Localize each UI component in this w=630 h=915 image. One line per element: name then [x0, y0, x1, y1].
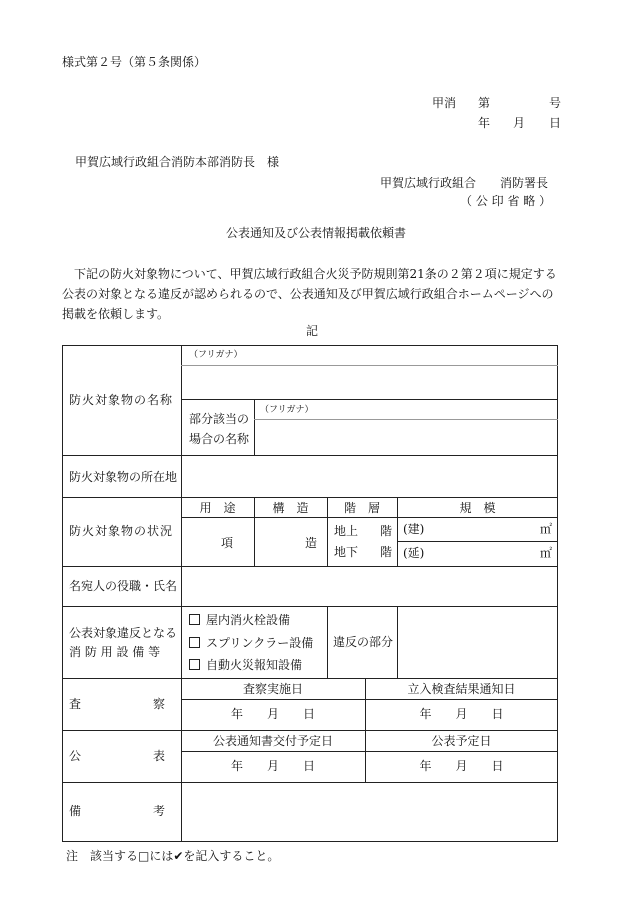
ki-label: 記: [306, 324, 319, 338]
status-label: 防火対象物の状況: [69, 524, 174, 538]
kou-label: 項: [221, 536, 234, 550]
date-year: 年: [478, 116, 491, 130]
seal-note: （ 公 印 省 略 ）: [460, 194, 552, 208]
body-paragraph: 下記の防火対象物について、甲賀広域行政組合火災予防規則第21条の２第２項に規定する公表の対象となる違反が認められるので、公表通知及び甲賀広域行政組合ホームページへの掲載を依頼します。: [62, 267, 557, 321]
zou-label: 造: [305, 536, 318, 550]
violation-label-2: 消 防 用 設 備 等: [69, 645, 161, 659]
location-label: 防火対象物の所在地: [69, 470, 178, 484]
number-dai: 第: [478, 96, 491, 110]
partial-furigana: （フリガナ）: [260, 405, 314, 415]
violation-part-label: 違反の部分: [333, 635, 394, 649]
form-number: 様式第２号（第５条関係）: [62, 55, 207, 69]
floor-area-label: (延): [403, 546, 425, 560]
checkbox-box[interactable]: [189, 659, 200, 670]
publication-date-value: 年 月 日: [419, 759, 504, 773]
col-scale: 規 模: [459, 501, 496, 515]
above-ground: 地上: [334, 524, 359, 538]
number-go: 号: [549, 96, 562, 110]
recipient-label: 名宛人の役職・氏名: [69, 579, 178, 593]
col-floors: 階 層: [343, 501, 380, 515]
name-furigana: （フリガナ）: [189, 350, 243, 360]
above-kai: 階: [380, 524, 393, 538]
inspection-label: 査 察: [69, 697, 166, 711]
number-prefix: 甲消: [432, 96, 457, 110]
partial-label-1: 部分該当の: [189, 412, 250, 426]
publication-label: 公 表: [69, 749, 166, 763]
checkbox-box[interactable]: [189, 637, 200, 648]
publication-date-label: 公表予定日: [431, 734, 492, 748]
below-kai: 階: [380, 545, 393, 559]
partial-label-2: 場合の名称: [189, 432, 250, 446]
checkbox-indoor-hydrant[interactable]: [189, 613, 290, 627]
col-use: 用 途: [199, 501, 236, 515]
addressee: 甲賀広域行政組合消防本部消防長 様: [75, 155, 280, 169]
built-area-unit: ㎡: [540, 522, 553, 536]
date-day: 日: [549, 116, 562, 130]
sender-org: 甲賀広域行政組合 消防署長: [380, 176, 549, 190]
checkbox-label: スプリンクラー設備: [206, 636, 314, 650]
floor-area-unit: ㎡: [540, 546, 553, 560]
notice-delivery-date-value: 年 月 日: [230, 759, 315, 773]
checkbox-label: 屋内消火栓設備: [206, 613, 291, 627]
notice-date-value: 年 月 日: [419, 707, 504, 721]
footnote: 注 該当する□には✔を記入すること。: [66, 849, 280, 863]
document-title: 公表通知及び公表情報掲載依頼書: [226, 226, 407, 240]
checkbox-box[interactable]: [189, 614, 200, 625]
col-structure: 構 造: [272, 501, 309, 515]
violation-label-1: 公表対象違反となる: [69, 626, 178, 640]
notice-date-label: 立入検査結果通知日: [407, 682, 516, 696]
checkbox-label: 自動火災報知設備: [206, 658, 303, 672]
inspection-date-value: 年 月 日: [230, 707, 315, 721]
checkbox-sprinkler[interactable]: [189, 636, 313, 650]
checkbox-fire-alarm[interactable]: [189, 658, 302, 672]
inspection-date-label: 査察実施日: [242, 682, 303, 696]
notice-delivery-date-label: 公表通知書交付予定日: [212, 734, 333, 748]
date-month: 月: [513, 116, 526, 130]
remarks-label: 備 考: [69, 804, 166, 818]
below-ground: 地下: [334, 545, 359, 559]
built-area-label: (建): [403, 522, 425, 536]
name-label: 防火対象物の名称: [69, 393, 174, 407]
